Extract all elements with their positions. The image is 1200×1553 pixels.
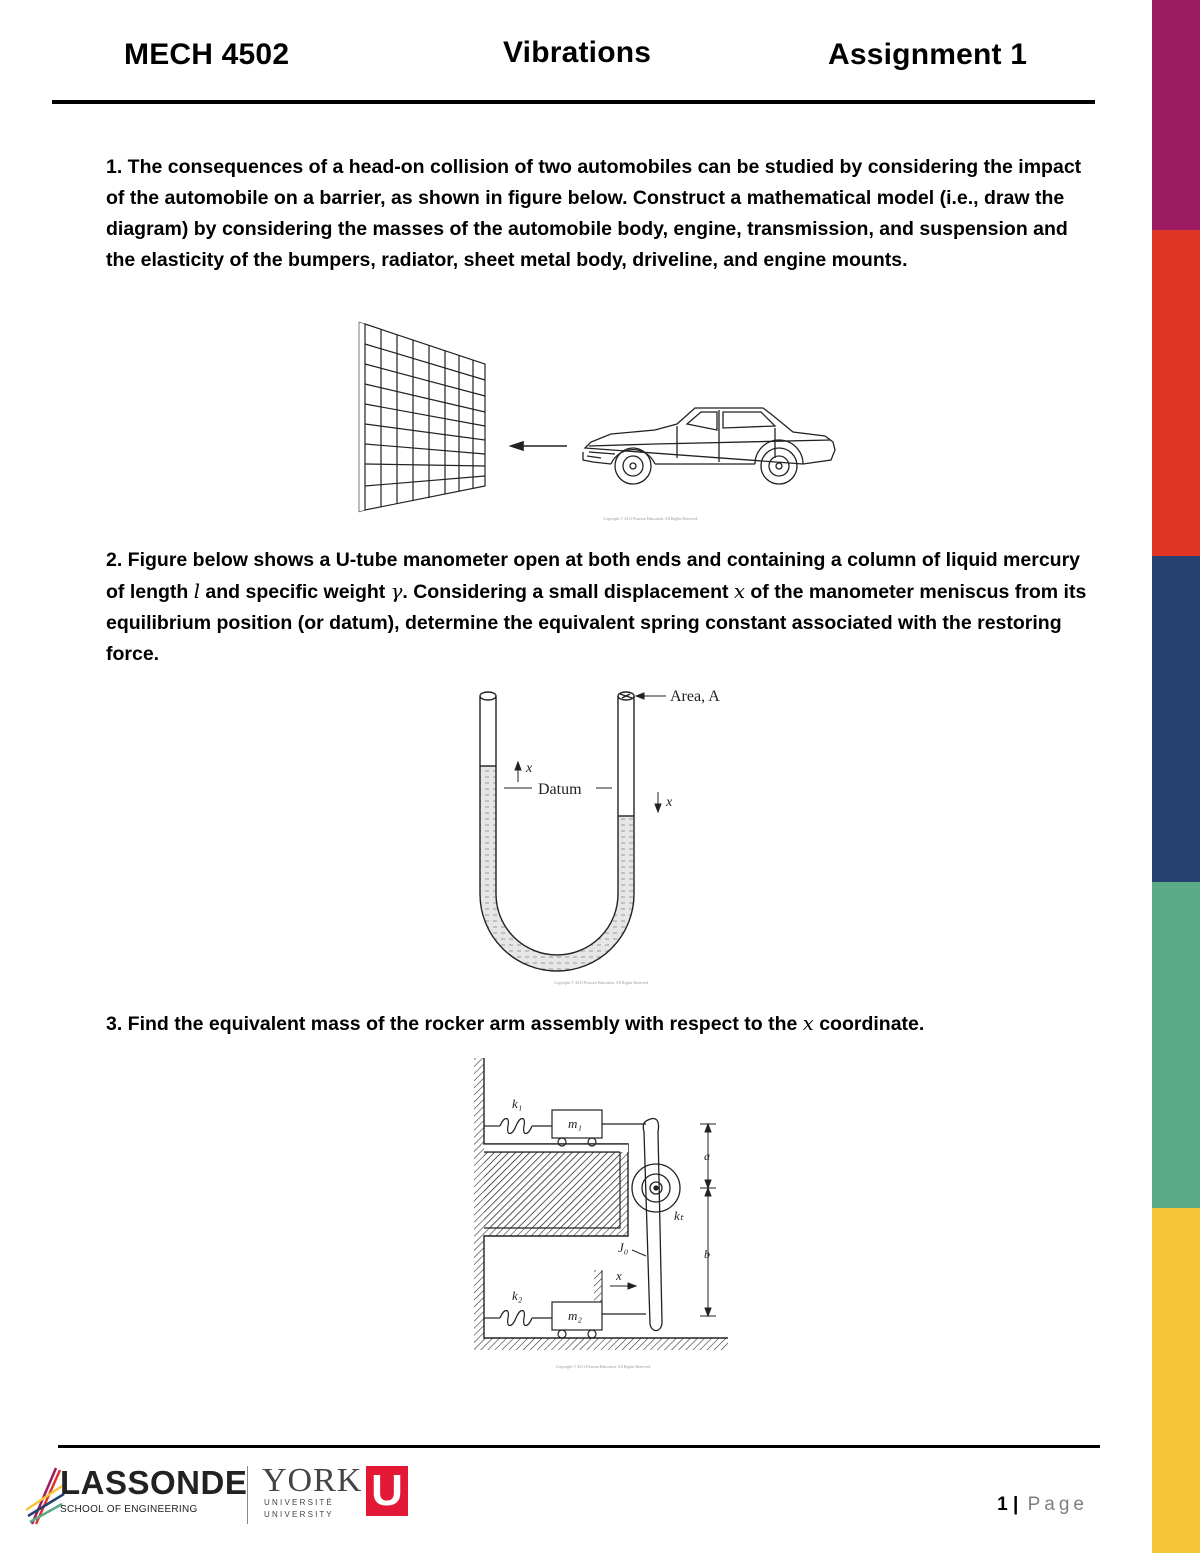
var-gamma: γ bbox=[390, 580, 403, 603]
label-a: a bbox=[704, 1149, 710, 1163]
lassonde-wordmark: LASSONDE bbox=[60, 1464, 248, 1501]
figure-u-tube-manometer bbox=[460, 684, 750, 990]
barrier-wall bbox=[359, 322, 485, 512]
left-x-label: x bbox=[526, 761, 533, 776]
area-pointer bbox=[636, 693, 666, 699]
label-J0: J₀ bbox=[618, 1240, 629, 1255]
arrow-to-barrier bbox=[511, 442, 567, 450]
label-m2: m₂ bbox=[568, 1308, 582, 1323]
subject-title: Vibrations bbox=[503, 36, 652, 69]
var-l: l bbox=[193, 580, 200, 603]
figure-car-barrier bbox=[355, 318, 845, 528]
york-u-letter: U bbox=[371, 1466, 403, 1515]
label-k1: k₁ bbox=[512, 1096, 523, 1111]
question-1: 1. The consequences of a head-on collision of two automobiles can be studied by considering the impact of the automobile on a barrier, as shown in figure below. Construct a mathematical model (i.e., draw the diagram) by considering the masses of the automobile body, engine, transmission, and suspension and the elasticity of the bumpers, radiator, sheet metal body, driveline, and engine mounts. bbox=[106, 156, 1082, 271]
logo-divider bbox=[247, 1466, 248, 1524]
label-b: b bbox=[704, 1247, 710, 1261]
york-u-icon bbox=[366, 1466, 408, 1516]
page-separator: | bbox=[1013, 1494, 1019, 1515]
area-label: Area, A bbox=[670, 688, 720, 705]
figure-2-caption: Copyright © 2011 Pearson Education. All Rights Reserved. bbox=[554, 980, 650, 985]
side-bar-magenta bbox=[1152, 0, 1200, 230]
side-bar-red bbox=[1152, 230, 1200, 556]
page-number-value: 1 bbox=[997, 1494, 1008, 1515]
question-2-text-d: of the manometer meniscus from its equilibrium position (or datum), determine the equivalent spring constant associated with the restoring force. bbox=[106, 581, 1087, 665]
question-3-text-a: 3. Find the equivalent mass of the rocker arm assembly with respect to the bbox=[106, 1013, 803, 1035]
york-sub-en: U N I V E R S I T Y bbox=[264, 1510, 332, 1519]
lassonde-subtitle: SCHOOL OF ENGINEERING bbox=[60, 1504, 198, 1515]
side-bar-navy bbox=[1152, 556, 1200, 882]
rocker-arm bbox=[632, 1119, 680, 1331]
figure-1-caption: Copyright © 2011 Pearson Education. All Rights Reserved. bbox=[603, 516, 699, 521]
figure-rocker-arm bbox=[460, 1052, 740, 1374]
course-code: MECH 4502 bbox=[124, 38, 290, 71]
york-wordmark: YORK bbox=[262, 1462, 363, 1499]
york-logo bbox=[262, 1462, 422, 1526]
spring-k1 bbox=[484, 1119, 552, 1134]
question-2-text-b: and specific weight bbox=[199, 581, 391, 603]
question-2-text-a: 2. Figure below shows a U-tube manometer open at both ends and containing a column of liquid mercury of length bbox=[106, 549, 1081, 603]
question-2-text-c: . Considering a small displacement bbox=[402, 581, 734, 603]
mass-m2 bbox=[552, 1302, 646, 1338]
question-2 bbox=[106, 545, 1096, 670]
label-m1: m₁ bbox=[568, 1116, 582, 1131]
footer-rule bbox=[58, 1445, 1100, 1448]
var-x-q3: x bbox=[802, 1012, 814, 1035]
assignment-title: Assignment 1 bbox=[828, 38, 1028, 71]
spring-k2 bbox=[484, 1311, 552, 1326]
left-x-arrow bbox=[515, 762, 521, 782]
page-number bbox=[997, 1494, 1088, 1516]
york-sub-fr: U N I V E R S I T É bbox=[264, 1498, 332, 1507]
right-x-label: x bbox=[666, 795, 673, 810]
side-bar-green bbox=[1152, 882, 1200, 1208]
datum-label: Datum bbox=[538, 781, 582, 798]
lassonde-logo bbox=[26, 1464, 248, 1528]
right-x-arrow bbox=[655, 792, 661, 812]
upper-shelf-gap bbox=[484, 1144, 628, 1152]
label-kt: kₜ bbox=[674, 1208, 684, 1223]
label-k2: k₂ bbox=[512, 1288, 523, 1303]
question-3-text-b: coordinate. bbox=[813, 1013, 925, 1035]
label-x: x bbox=[616, 1268, 622, 1283]
page-word: Page bbox=[1027, 1494, 1088, 1515]
car-drawing bbox=[583, 408, 835, 484]
x-arrow bbox=[610, 1283, 636, 1289]
var-x: x bbox=[733, 580, 745, 603]
mass-m1 bbox=[552, 1110, 646, 1146]
side-bar-yellow bbox=[1152, 1208, 1200, 1553]
header-rule bbox=[52, 100, 1095, 104]
figure-3-caption: Copyright © 2011 Pearson Education. All Rights Reserved. bbox=[556, 1364, 652, 1369]
question-3 bbox=[106, 1008, 1096, 1040]
